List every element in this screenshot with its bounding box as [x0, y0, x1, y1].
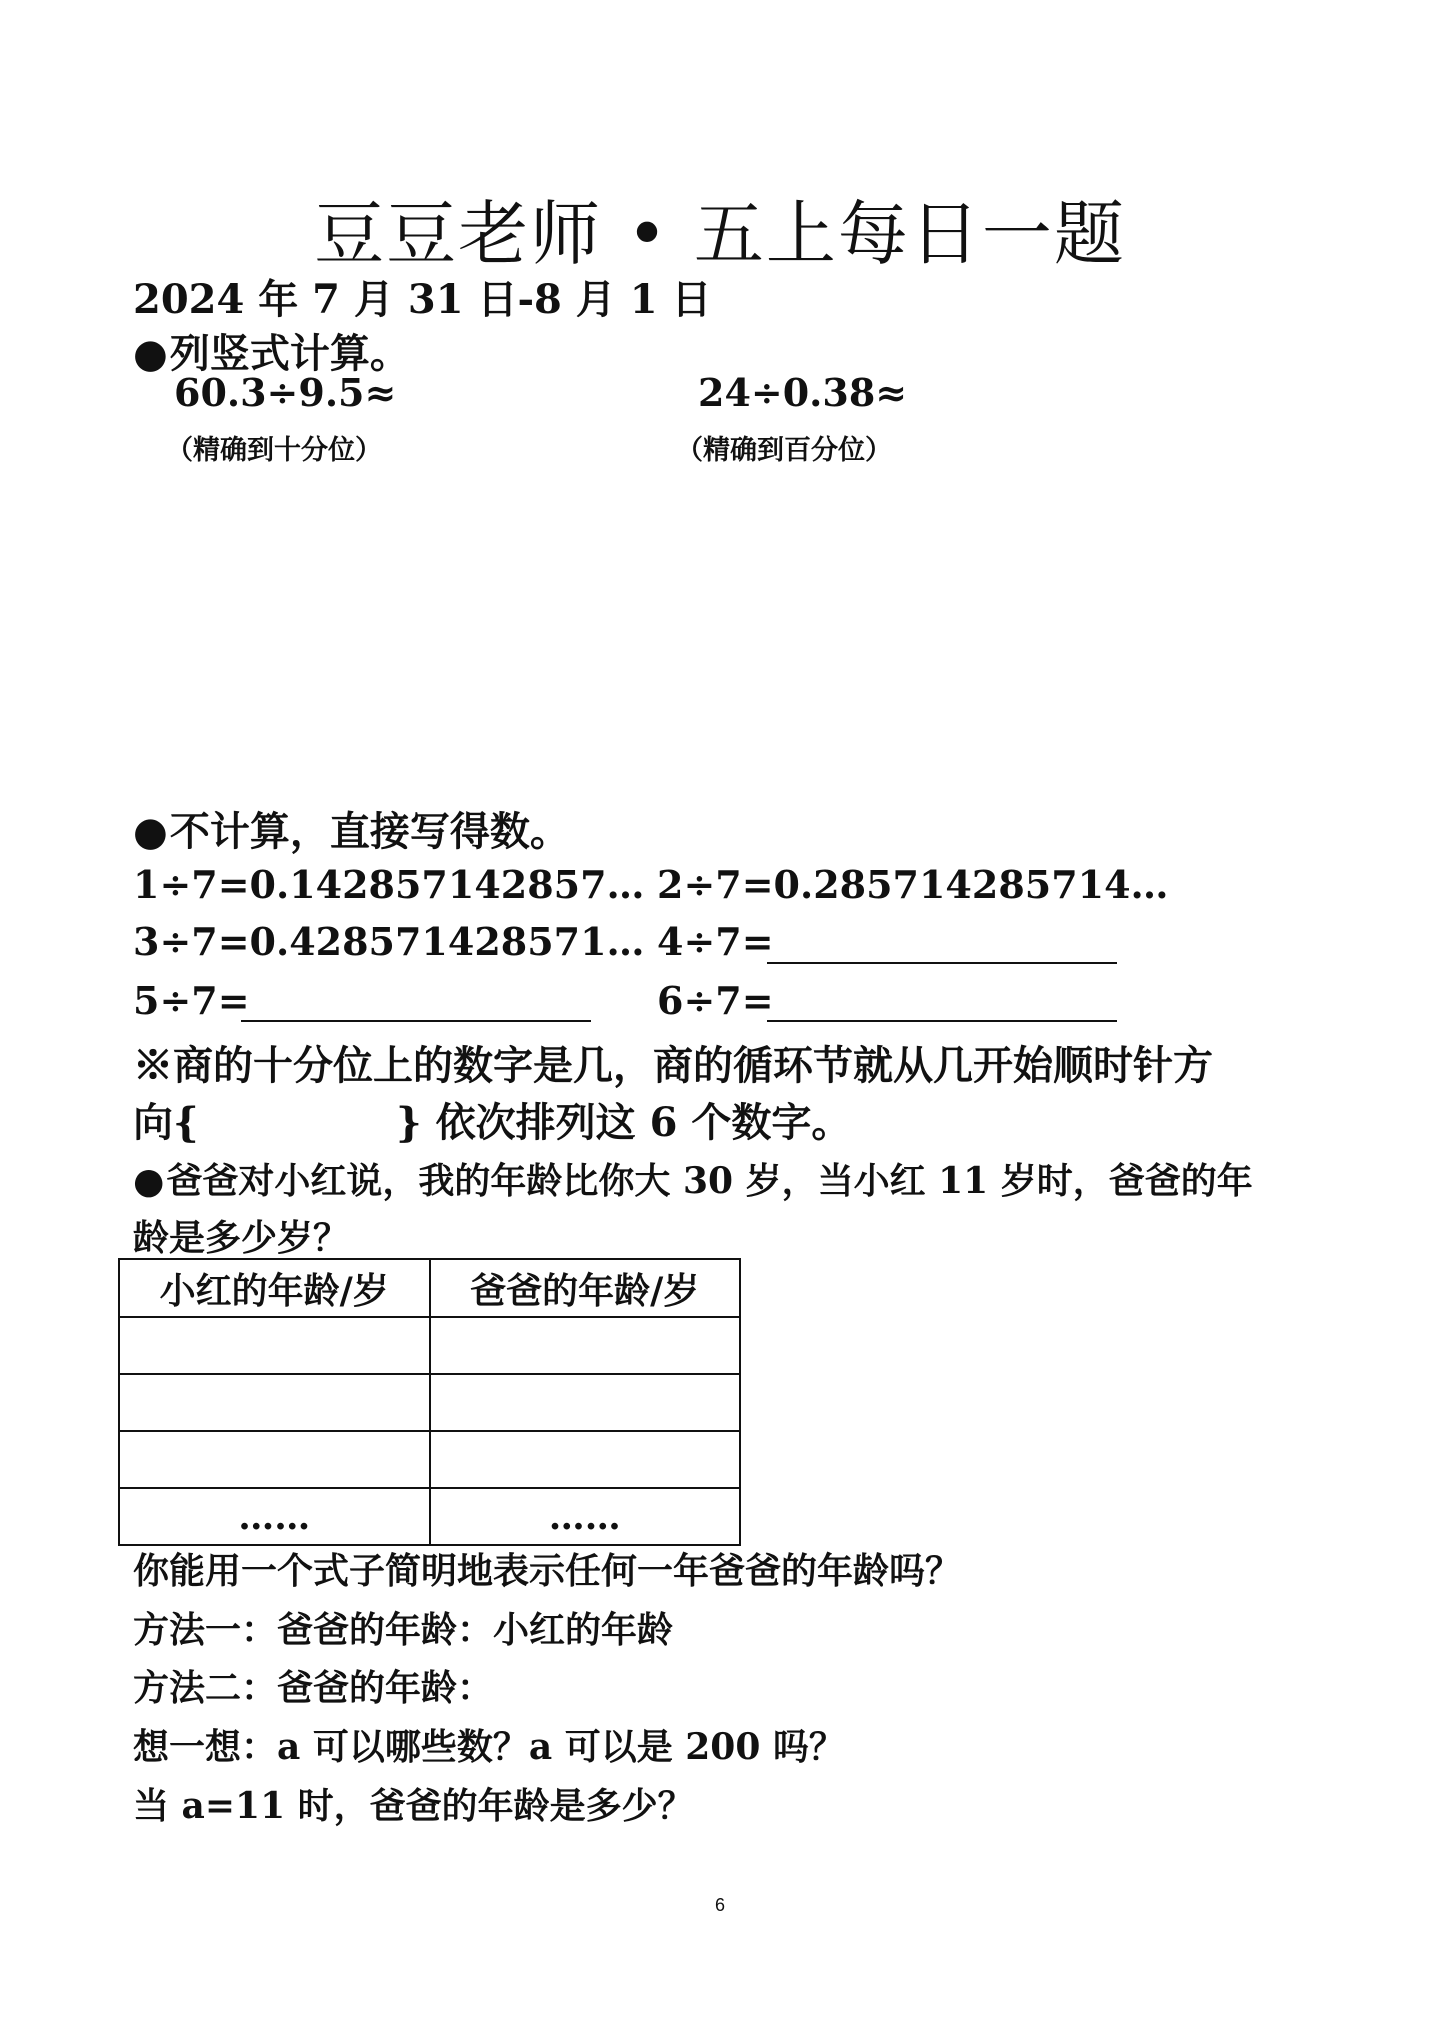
table-row	[119, 1374, 740, 1431]
final-question: 当 a=11 时，爸爸的年龄是多少？	[133, 1785, 694, 1827]
division-3-7: 3÷7=0.428571428571…	[133, 919, 645, 964]
tip-line-2-left: 向{	[133, 1099, 199, 1146]
tip-line-2-right: } 依次排列这 6 个数字。	[396, 1099, 852, 1146]
table-header-row	[119, 1259, 740, 1317]
section3-question-line-1	[133, 1153, 1253, 1204]
division-5-7: 5÷7=	[133, 978, 250, 1023]
table-row	[119, 1317, 740, 1374]
table-cell-blank	[119, 1374, 430, 1431]
problem-1-expression: 60.3÷9.5≈	[174, 370, 397, 415]
table-cell-blank	[430, 1374, 741, 1431]
table-cell-blank	[119, 1431, 430, 1488]
bullet-icon: ●	[133, 330, 168, 377]
date-line: 2024 年 7 月 31 日-8 月 1 日	[133, 276, 712, 323]
method-two: 方法二：爸爸的年龄：	[133, 1667, 494, 1709]
table-cell-blank	[430, 1431, 741, 1488]
section3-question-text: 爸爸对小红说，我的年龄比你大 30 岁，当小红 11 岁时，爸爸的年	[166, 1160, 1253, 1202]
section2-heading	[133, 800, 570, 857]
section1-heading-text: 列竖式计算。	[169, 330, 410, 377]
table-cell-blank	[430, 1317, 741, 1374]
followup-question: 你能用一个式子简明地表示任何一年爸爸的年龄吗？	[133, 1550, 962, 1592]
division-4-7: 4÷7=	[657, 919, 774, 964]
page-number: 6	[714, 1895, 725, 1915]
division-6-7: 6÷7=	[657, 978, 774, 1023]
division-1-7: 1÷7=0.142857142857…	[133, 862, 645, 907]
table-row	[119, 1431, 740, 1488]
division-2-7: 2÷7=0.285714285714…	[657, 862, 1169, 907]
method-one: 方法一：爸爸的年龄：小红的年龄	[133, 1609, 674, 1651]
problem-1-note: （精确到十分位）	[166, 435, 382, 466]
answer-blank-4-7	[767, 962, 1117, 964]
table-cell-ellipsis: ……	[119, 1488, 430, 1545]
think-question: 想一想：a 可以哪些数？a 可以是 200 吗？	[133, 1726, 845, 1768]
answer-blank-6-7	[767, 1020, 1117, 1022]
tip-line-1: ※商的十分位上的数字是几，商的循环节就从几开始顺时针方	[133, 1042, 1213, 1089]
table-cell-ellipsis: ……	[430, 1488, 741, 1545]
bullet-icon: ●	[133, 808, 168, 855]
column-header-father-age: 爸爸的年龄/岁	[430, 1259, 741, 1317]
section2-heading-text: 不计算，直接写得数。	[169, 808, 570, 855]
age-table	[118, 1258, 741, 1546]
bullet-icon: ●	[133, 1160, 165, 1202]
section3-question-line-2: 龄是多少岁？	[133, 1217, 350, 1259]
problem-2-note: （精确到百分位）	[676, 435, 892, 466]
column-header-xiaohong-age: 小红的年龄/岁	[119, 1259, 430, 1317]
page-title: 豆豆老师 • 五上每日一题	[314, 193, 1126, 275]
table-row-ellipsis	[119, 1488, 740, 1545]
problem-2-expression: 24÷0.38≈	[698, 370, 908, 415]
answer-blank-5-7	[241, 1020, 591, 1022]
table-cell-blank	[119, 1317, 430, 1374]
